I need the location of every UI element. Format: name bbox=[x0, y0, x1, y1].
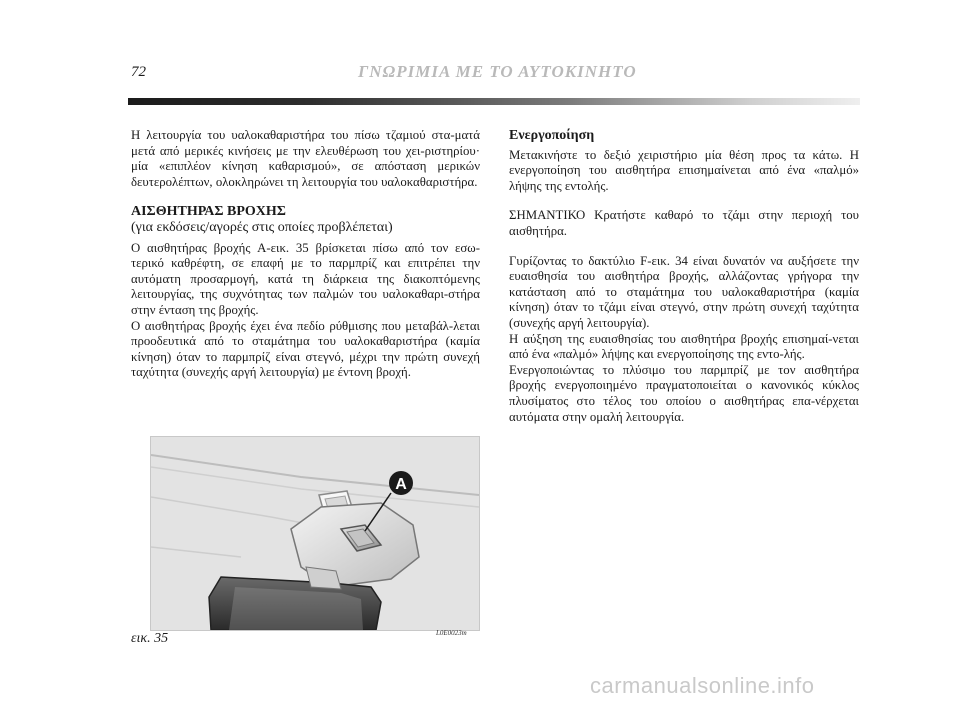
important-note: ΣΗΜΑΝΤΙΚΟ Κρατήστε καθαρό το τζάμι στην περιοχή του αισθητήρα. bbox=[509, 208, 859, 238]
sensitivity-paragraph-2: Η αύξηση της ευαισθησίας του αισθητήρα βροχής επισημαί-νεται από ένα «παλμό» λήψης και ενεργοποίησης της εντο-λής. bbox=[509, 331, 859, 362]
intro-paragraph: Η λειτουργία του υαλοκαθαριστήρα του πίσω τζαμιού στα-ματά μετά από μερικές κινήσεις με την ελευθέρωση του χει-ριστηρίου· μία «επιπλέον κίνηση καθαρισμού», σε απόσταση μερικών δευτερολέπτων, ολοκληρώνει τη λειτουργία του υαλοκαθαριστήρα. bbox=[131, 128, 480, 189]
watermark: carmanualsonline.info bbox=[590, 673, 815, 698]
section-subtitle: (για εκδόσεις/αγορές στις οποίες προβλέπεται) bbox=[131, 219, 393, 235]
marker-a-label: A bbox=[395, 476, 407, 493]
right-column bbox=[509, 128, 859, 425]
sensitivity-paragraph-3: Ενεργοποιώντας το πλύσιμο του παρμπρίζ με τον αισθητήρα βροχής ενεργοποιημένο πραγματοποιείται ο κανονικός κύκλος πλυσίματος στο τέλος του οποίου ο αισθητήρας επα-νέρχεται αυτόματα στην ομαλή λειτουργία. bbox=[509, 362, 859, 424]
rain-sensor-illustration bbox=[151, 437, 479, 630]
left-column bbox=[131, 128, 480, 381]
sensitivity-paragraph-1: Γυρίζοντας το δακτύλιο F-εικ. 34 είναι δυνατόν να αυξήσετε την ευαισθησία του αισθητήρα βροχής, αλλάζοντας γρήγορα την κατάσταση από το σταμάτημα του υαλοκαθαριστήρα (καμία κίνηση) όταν το τζάμι είναι στεγνό, στην πρώτη συνεχή ταχύτητα (συνεχής αργή λειτουργία). bbox=[509, 253, 859, 330]
figure-caption: εικ. 35 bbox=[131, 631, 169, 646]
page-number: 72 bbox=[131, 64, 146, 80]
figure-code: L0E0023m bbox=[436, 629, 467, 637]
rain-sensor-paragraph-1: Ο αισθητήρας βροχής A-εικ. 35 βρίσκεται πίσω από τον εσω-τερικό καθρέφτη, σε επαφή με το παρμπρίζ και επιτρέπει την αυτόματη προσαρμογή, κατά τη διάρκεια της διακοπτόμενης λειτουργίας, της συχνότητας των παλμών του υαλοκαθαρι-στήρα στην ένταση της βροχής. bbox=[131, 240, 480, 317]
activation-title: Ενεργοποίηση bbox=[509, 128, 595, 143]
activation-text: Μετακινήστε το δεξιό χειριστήριο μία θέση προς τα κάτω. Η ενεργοποίηση του αισθητήρα επισημαίνεται από ένα «παλμό» λήψης της εντολής. bbox=[509, 147, 859, 193]
rain-sensor-figure bbox=[150, 436, 480, 631]
chapter-title: ΓΝΩΡΙΜΙΑ ΜΕ ΤΟ ΑΥΤΟΚΙΝΗΤΟ bbox=[358, 62, 637, 81]
header-rule bbox=[128, 98, 860, 105]
section-title: ΑΙΣΘΗΤΗΡΑΣ ΒΡΟΧΗΣ bbox=[131, 204, 286, 220]
rain-sensor-paragraph-2: Ο αισθητήρας βροχής έχει ένα πεδίο ρύθμισης που μεταβάλ-λεται προοδευτικά από το σταμάτημα του υαλοκαθαριστήρα (καμία κίνηση) όταν το παρμπρίζ είναι στεγνό, μέχρι την πρώτη συνεχή ταχύτητα (συνεχής αργή λειτουργία) με έντονη βροχή. bbox=[131, 318, 480, 380]
